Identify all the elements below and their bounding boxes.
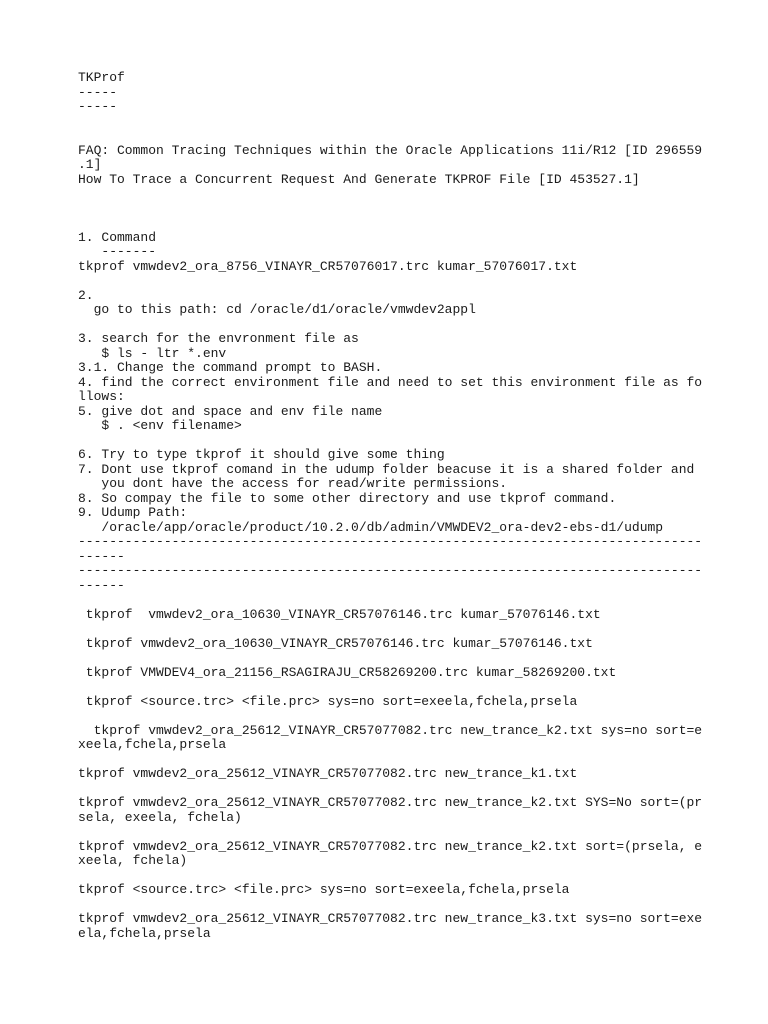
command-line: tkprof vmwdev2_ora_25612_VINAYR_CR57077082.trc new_trance_k3.txt sys=no sort=exe <box>78 911 703 926</box>
command-line: tkprof vmwdev2_ora_25612_VINAYR_CR57077082.trc new_trance_k2.txt sys=no sort=e <box>78 722 703 738</box>
step-text: 4. find the correct environment file and need to set this environment file as fo <box>78 374 703 390</box>
step-text: 6. Try to type tkprof it should give some thing <box>78 447 445 462</box>
separator-rule: -------------------------------------------------------------------------------- <box>78 563 703 578</box>
doc-title: TKProf <box>78 70 125 85</box>
blank-line <box>78 825 718 840</box>
blank-line <box>78 274 718 289</box>
blank-line <box>78 622 718 637</box>
step-text: 7. Dont use tkprof comand in the udump folder beacuse it is a shared folder and <box>78 461 695 477</box>
separator-rule: ------ <box>78 548 125 564</box>
separator-rule: -------------------------------------------------------------------------------- <box>78 534 703 549</box>
step-text: 9. Udump Path: <box>78 505 188 520</box>
document-page <box>78 71 718 941</box>
howto-reference: How To Trace a Concurrent Request And Generate TKPROF File [ID 453527.1] <box>78 171 640 187</box>
blank-line <box>78 187 718 202</box>
blank-line <box>78 898 718 913</box>
command-line: tkprof vmwdev2_ora_25612_VINAYR_CR57077082.trc new_trance_k2.txt SYS=No sort=(pr <box>78 795 703 810</box>
blank-line <box>78 129 718 144</box>
blank-line <box>78 434 718 449</box>
command-line: xeela, fchela) <box>78 853 188 868</box>
command-line: $ . <env filename> <box>78 418 242 433</box>
blank-line <box>78 115 718 130</box>
blank-line <box>78 869 718 884</box>
command-line: $ ls - ltr *.env <box>78 345 227 361</box>
blank-line <box>78 753 718 768</box>
command-line: tkprof <source.trc> <file.prc> sys=no sort=exeela,fchela,prsela <box>78 693 578 709</box>
command-line: tkprof vmwdev2_ora_25612_VINAYR_CR57077082.trc new_trance_k2.txt sort=(prsela, e <box>78 838 703 854</box>
faq-reference: FAQ: Common Tracing Techniques within the Oracle Applications 11i/R12 [ID 296559 <box>78 142 703 158</box>
step-text: you dont have the access for read/write permissions. <box>78 476 508 491</box>
blank-line <box>78 216 718 231</box>
blank-line <box>78 709 718 724</box>
step-text: 8. So compay the file to some other directory and use tkprof command. <box>78 490 617 506</box>
blank-line <box>78 202 718 217</box>
command-line: xeela,fchela,prsela <box>78 737 227 752</box>
separator-rule: ------ <box>78 577 125 593</box>
path-line: /oracle/app/oracle/product/10.2.0/db/admin/VMWDEV2_ora-dev2-ebs-d1/udump <box>78 519 664 535</box>
blank-line <box>78 593 718 608</box>
title-underline: ----- <box>78 99 118 114</box>
blank-line <box>78 680 718 695</box>
step-heading: 2. <box>78 287 94 303</box>
command-line: tkprof vmwdev2_ora_8756_VINAYR_CR57076017.trc kumar_57076017.txt <box>78 258 578 274</box>
step-heading: 3. search for the envronment file as <box>78 331 359 346</box>
step-heading: 1. Command <box>78 229 157 245</box>
step-text: 5. give dot and space and env file name <box>78 403 383 419</box>
blank-line <box>78 651 718 666</box>
step-text: llows: <box>78 389 125 404</box>
faq-reference: .1] <box>78 157 102 172</box>
blank-line <box>78 318 718 333</box>
command-line: sela, exeela, fchela) <box>78 809 242 825</box>
command-line: tkprof vmwdev2_ora_10630_VINAYR_CR57076146.trc kumar_57076146.txt <box>78 635 593 651</box>
command-line: tkprof VMWDEV4_ora_21156_RSAGIRAJU_CR58269200.trc kumar_58269200.txt <box>78 664 617 680</box>
command-line: tkprof vmwdev2_ora_10630_VINAYR_CR57076146.trc kumar_57076146.txt <box>78 606 601 622</box>
blank-line <box>78 782 718 797</box>
step-text: 3.1. Change the command prompt to BASH. <box>78 360 383 375</box>
command-line: ela,fchela,prsela <box>78 925 211 941</box>
step-text: go to this path: cd /oracle/d1/oracle/vmwdev2appl <box>78 302 476 317</box>
command-line: tkprof <source.trc> <file.prc> sys=no sort=exeela,fchela,prsela <box>78 882 570 897</box>
command-line: tkprof vmwdev2_ora_25612_VINAYR_CR57077082.trc new_trance_k1.txt <box>78 766 578 781</box>
step-underline: ------- <box>78 244 157 259</box>
title-underline: ----- <box>78 84 118 100</box>
